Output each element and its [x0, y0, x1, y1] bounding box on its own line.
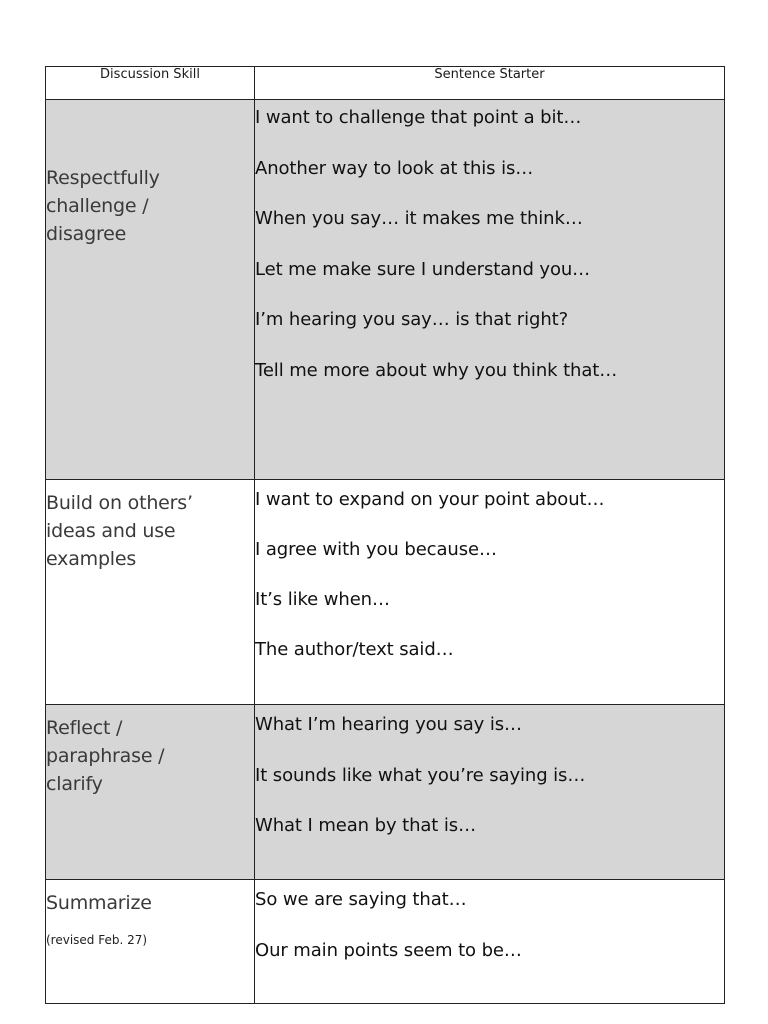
starters-cell [255, 100, 725, 480]
skill-cell [46, 480, 255, 705]
sentence-starter: It’s like when… [255, 589, 390, 610]
table-row-reflect [46, 705, 725, 880]
sentence-starter: What I mean by that is… [255, 815, 476, 836]
skill-label: Respectfully challenge / disagree [46, 167, 160, 245]
sentence-starter: Let me make sure I understand you… [255, 258, 591, 280]
starters-cell [255, 705, 725, 880]
sentence-starter: Tell me more about why you think that… [255, 359, 618, 381]
sentence-starter: Our main points seem to be… [255, 939, 522, 961]
sentence-starter: What I’m hearing you say is… [255, 714, 522, 735]
discussion-skills-table [45, 66, 725, 1004]
table-header-row [46, 67, 725, 100]
table-row-challenge [46, 100, 725, 480]
header-discussion-skill: Discussion Skill [46, 67, 255, 100]
sentence-starter: The author/text said… [255, 639, 454, 660]
sentence-starter: I want to expand on your point about… [255, 489, 605, 510]
header-sentence-starter: Sentence Starter [255, 67, 725, 100]
table-row-summarize [46, 880, 725, 1004]
sentence-starter: I want to challenge that point a bit… [255, 107, 582, 128]
sentence-starter: I’m hearing you say… is that right? [255, 309, 569, 330]
skill-label: Reflect / paraphrase / clarify [46, 717, 165, 795]
starters-cell [255, 880, 725, 1004]
sentence-starter: So we are saying that… [255, 889, 467, 910]
sentence-starter: Another way to look at this is… [255, 157, 534, 179]
sentence-starter: When you say… it makes me think… [255, 208, 583, 229]
skill-cell [46, 100, 255, 480]
skill-label: Summarize [46, 892, 152, 914]
sentence-starter: I agree with you because… [255, 539, 497, 560]
skill-cell [46, 705, 255, 880]
sentence-starter: It sounds like what you’re saying is… [255, 764, 586, 786]
skill-label: Build on others’ ideas and use examples [46, 492, 193, 570]
revision-note: (revised Feb. 27) [46, 933, 148, 947]
starters-cell [255, 480, 725, 705]
table-row-build [46, 480, 725, 705]
